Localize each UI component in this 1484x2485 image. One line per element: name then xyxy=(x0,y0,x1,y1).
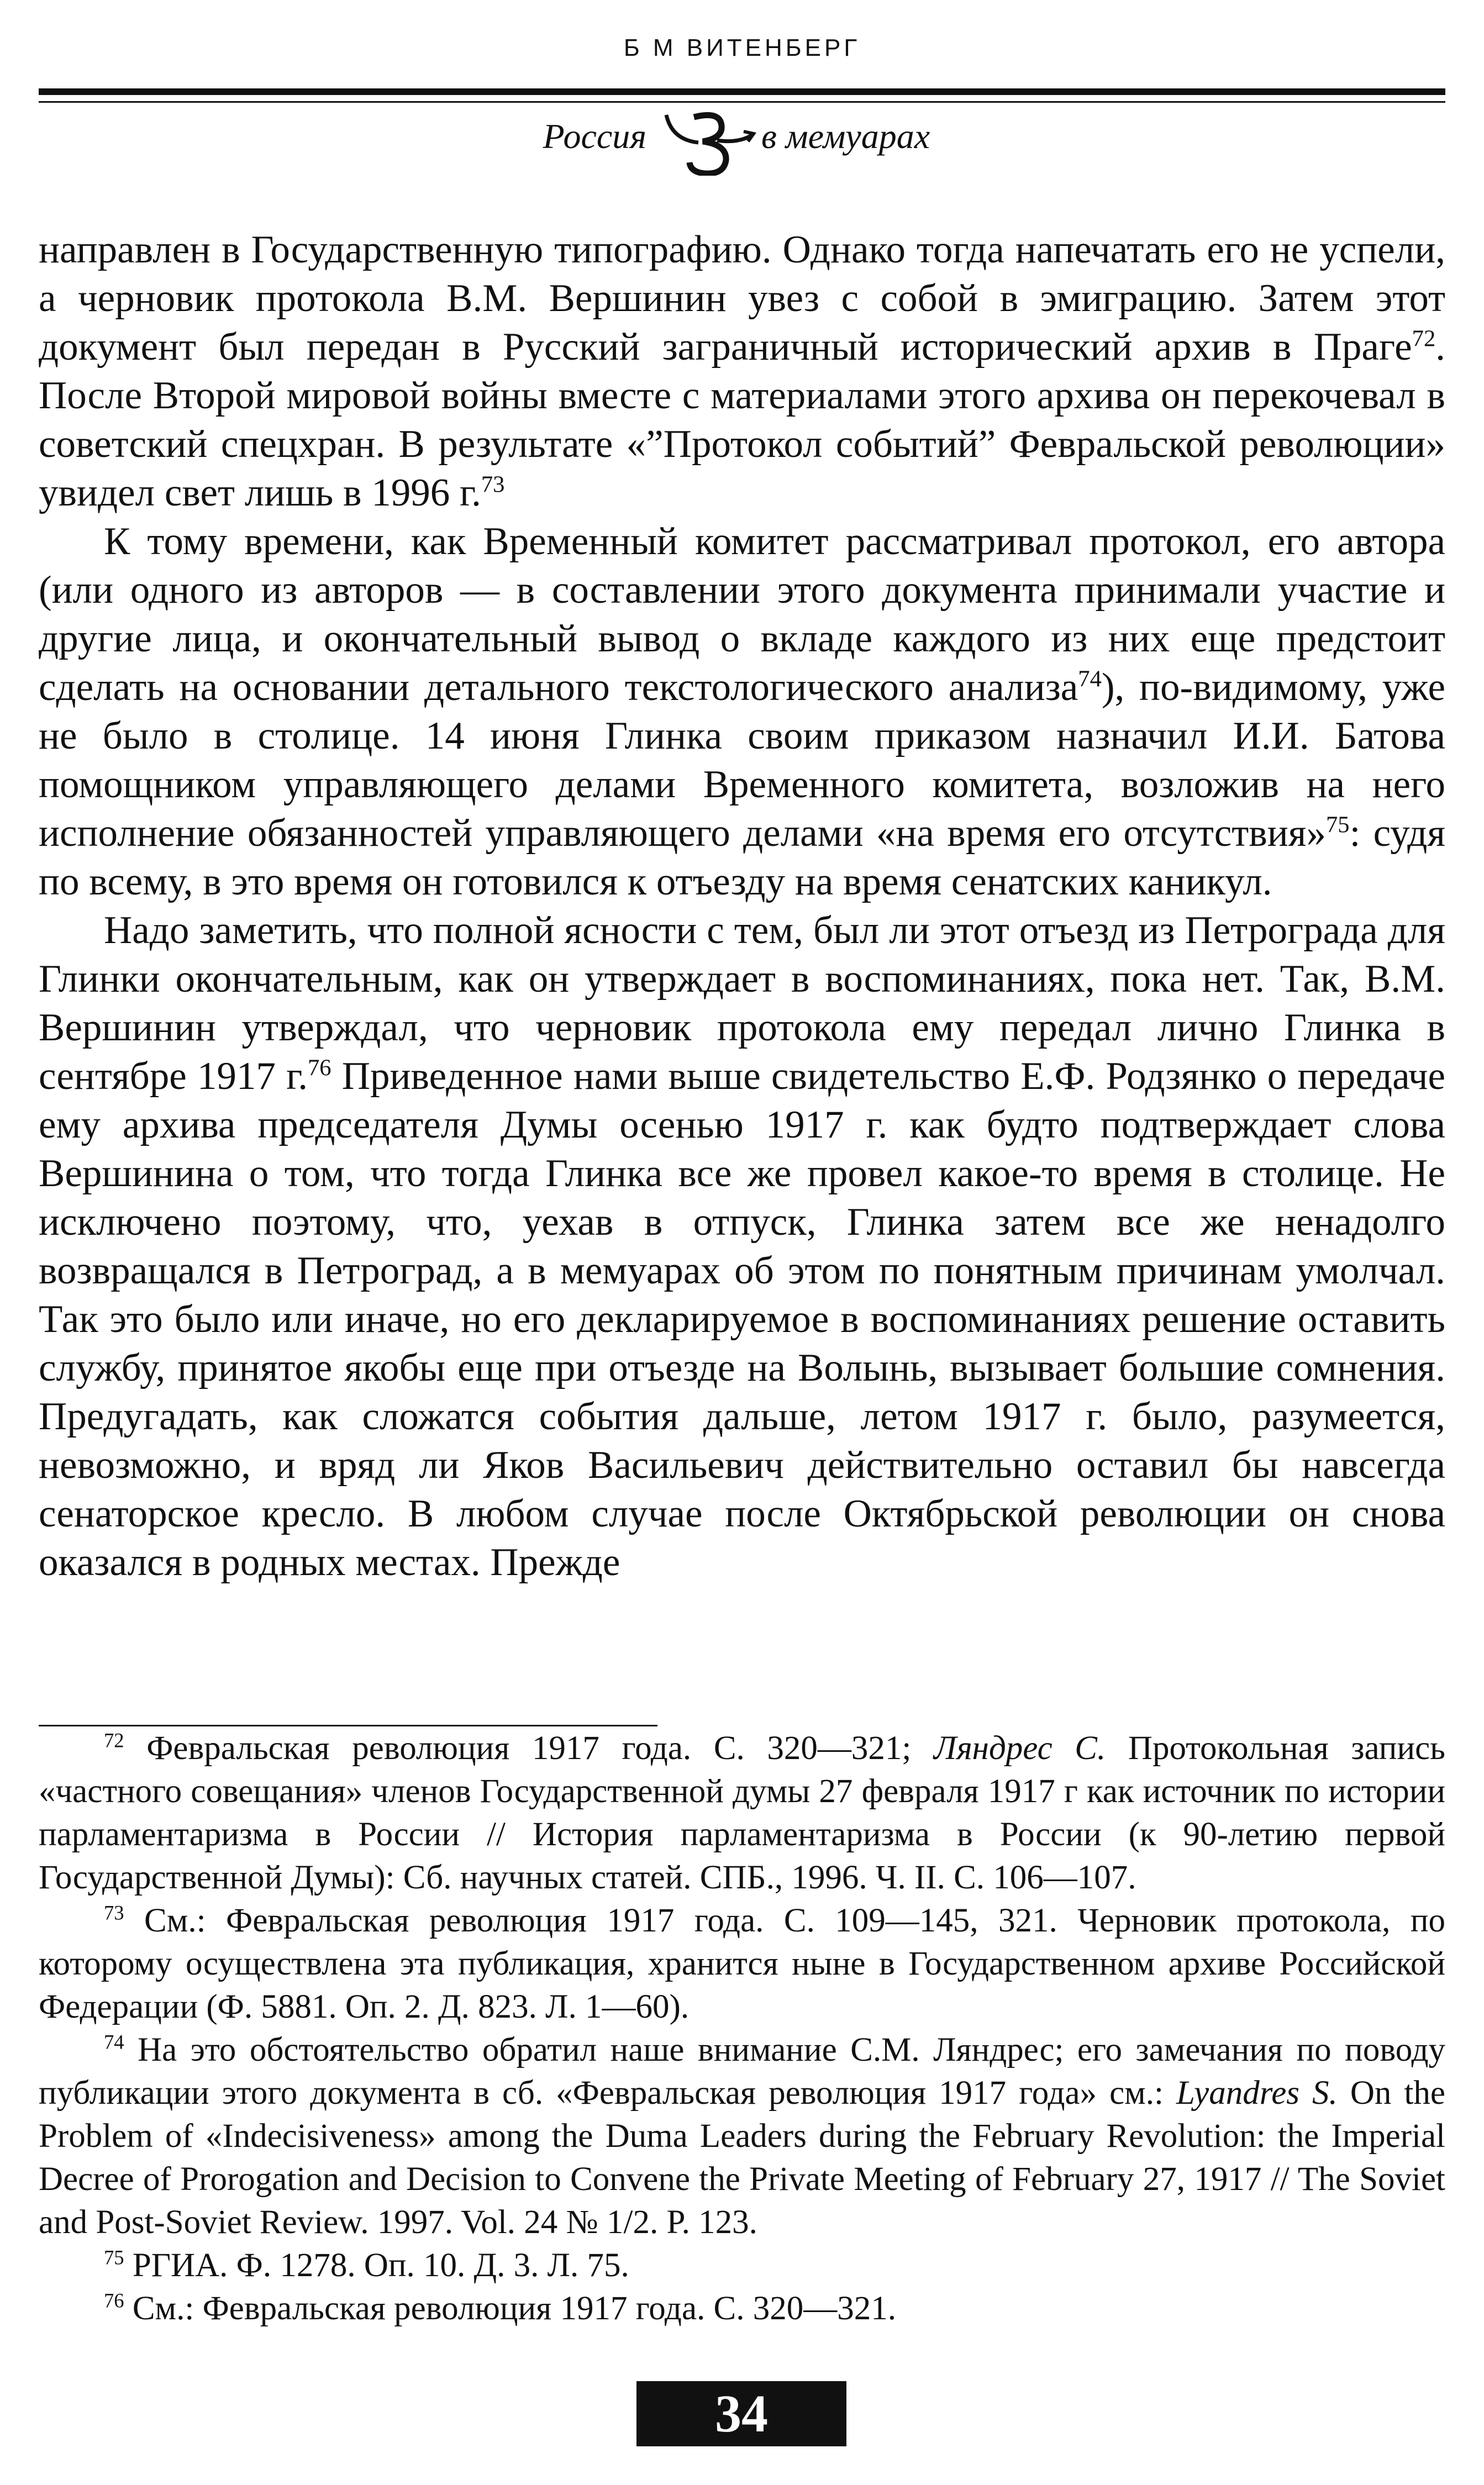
series-title-left: Россия xyxy=(543,117,646,156)
text-run: Приведенное нами выше свидетельство Е.Ф. Родзянко о передаче ему архива председателя Думы осенью 1917 г. как будто подтверждает слова Вершинина о том, что тогда Глинка все же провел какое-то время в столице. Не исключено поэтому, что, уехав в отпуск, Глинка затем все же ненадолго возвращался в Петроград, а в мемуарах об этом по понятным причинам умолчал. Так это было или иначе, но его декларируемое в воспоминаниях решение оставить службу, принятое якобы еще при отъезде на Волынь, вызывает большие сомнения. Предугадать, как сложатся события дальше, летом 1917 г. было, разумеется, невозможно, и вряд ли Яков Васильевич действительно оставил бы навсегда сенаторское кресло. В любом случае после Октябрьской революции он снова оказался в родных местах. Прежде xyxy=(39,1055,1446,1584)
footnote xyxy=(39,1899,1445,2029)
footnote-ref: 75 xyxy=(1325,812,1350,838)
text-run: направлен в Государственную типографию. Однако тогда напечатать его не успели, а черновик протокола В.М. Вершинин увез с собой в эмиграцию. Затем этот документ был передан в Русский заграничный исторический архив в Праге xyxy=(39,228,1445,368)
series-title xyxy=(0,109,1484,176)
footnote-ref: 73 xyxy=(104,1901,124,1924)
footnote-ref: 75 xyxy=(104,2246,124,2269)
series-title-right: в мемуарах xyxy=(761,117,930,156)
footnote-ref: 72 xyxy=(104,1729,124,1752)
footnotes xyxy=(39,1727,1445,2330)
text-run: РГИА. Ф. 1278. Оп. 10. Д. 3. Л. 75. xyxy=(124,2247,629,2284)
author-name: Lyandres S. xyxy=(1176,2075,1338,2112)
footnote-ref: 73 xyxy=(481,471,505,498)
author-name: Ляндрес С. xyxy=(934,1730,1106,1767)
paragraph xyxy=(39,517,1445,906)
paragraph xyxy=(39,225,1445,517)
footnote-ref: 72 xyxy=(1412,325,1436,352)
paragraph xyxy=(39,906,1445,1587)
text-run: On the Problem of «Indecisiveness» among the Duma Leaders during the February Revolution: the Imperial Decree of Prorogation and Decision to Convene the Private Meeting of February 27, 1917 // The Soviet and Post-Soviet Review. 1997. Vol. 24 № 1/2. P. 123. xyxy=(39,2075,1445,2241)
footnote-ref: 76 xyxy=(104,2289,124,2312)
text-run: См.: Февральская революция 1917 года. С. 320—321. xyxy=(124,2290,896,2327)
text-run: ), по-видимому, уже не было в столице. 14 июня Глинка своим приказом назначил И.И. Батова помощником управляющего делами Временного комитета, возложив на него исполнение обязанностей управляющего делами «на время его отсутствия» xyxy=(39,666,1445,855)
footnote-separator xyxy=(39,1725,657,1726)
text-run: На это обстоятельство обратил наше внимание С.М. Ляндрес; его замечания по поводу публикации этого документа в сб. «Февральская революция 1917 года» см.: xyxy=(39,2031,1445,2112)
running-head-author: Б М ВИТЕНБЕРГ xyxy=(623,34,861,61)
text-run: . После Второй мировой войны вместе с материалами этого архива он перекочевал в советский спецхран. В результате «”Протокол событий” Февральской революции» увидел свет лишь в 1996 г. xyxy=(39,325,1445,514)
footnote xyxy=(39,2244,1445,2287)
footnote-ref: 74 xyxy=(1078,666,1102,692)
footnote xyxy=(39,1727,1445,1899)
header-rule-thin xyxy=(39,101,1445,103)
series-logo-icon xyxy=(655,109,759,176)
text-run: Февральская революция 1917 года. С. 320—321; xyxy=(124,1730,934,1767)
footnote-ref: 76 xyxy=(307,1055,331,1081)
footnote xyxy=(39,2287,1445,2330)
footnote xyxy=(39,2029,1445,2244)
text-run: К тому времени, как Временный комитет рассматривал протокол, его автора (или одного из авторов — в составлении этого документа принимали участие и другие лица, и окончательный вывод о вкладе каждого из них еще предстоит сделать на основании детального текстологического анализа xyxy=(39,520,1445,709)
text-run: См.: Февральская революция 1917 года. С. 109—145, 321. Черновик протокола, по которому осуществлена эта публикация, хранится ныне в Государственном архиве Российской Федерации (Ф. 5881. Оп. 2. Д. 823. Л. 1—60). xyxy=(39,1902,1445,2025)
text-run: Протокольная запись «частного совещания» членов Государственной думы 27 февраля 1917 г как источник по истории парламентаризма в России // История парламентаризма в России (к 90-летию первой Государственной Думы): Сб. научных статей. СПБ., 1996. Ч. II. С. 106—107. xyxy=(39,1730,1445,1896)
text-run: Надо заметить, что полной ясности с тем, был ли этот отъезд из Петрограда для Глинки окончательным, как он утверждает в воспоминаниях, пока нет. Так, В.М. Вершинин утверждал, что черновик протокола ему передал лично Глинка в сентябре 1917 г. xyxy=(39,909,1445,1098)
header-rule-thick xyxy=(39,88,1445,95)
main-text xyxy=(39,225,1445,1587)
page-number: 34 xyxy=(636,2381,846,2446)
footnote-ref: 74 xyxy=(104,2030,124,2054)
text-run: : судя по всему, в это время он готовился к отъезду на время сенатских каникул. xyxy=(39,812,1445,903)
